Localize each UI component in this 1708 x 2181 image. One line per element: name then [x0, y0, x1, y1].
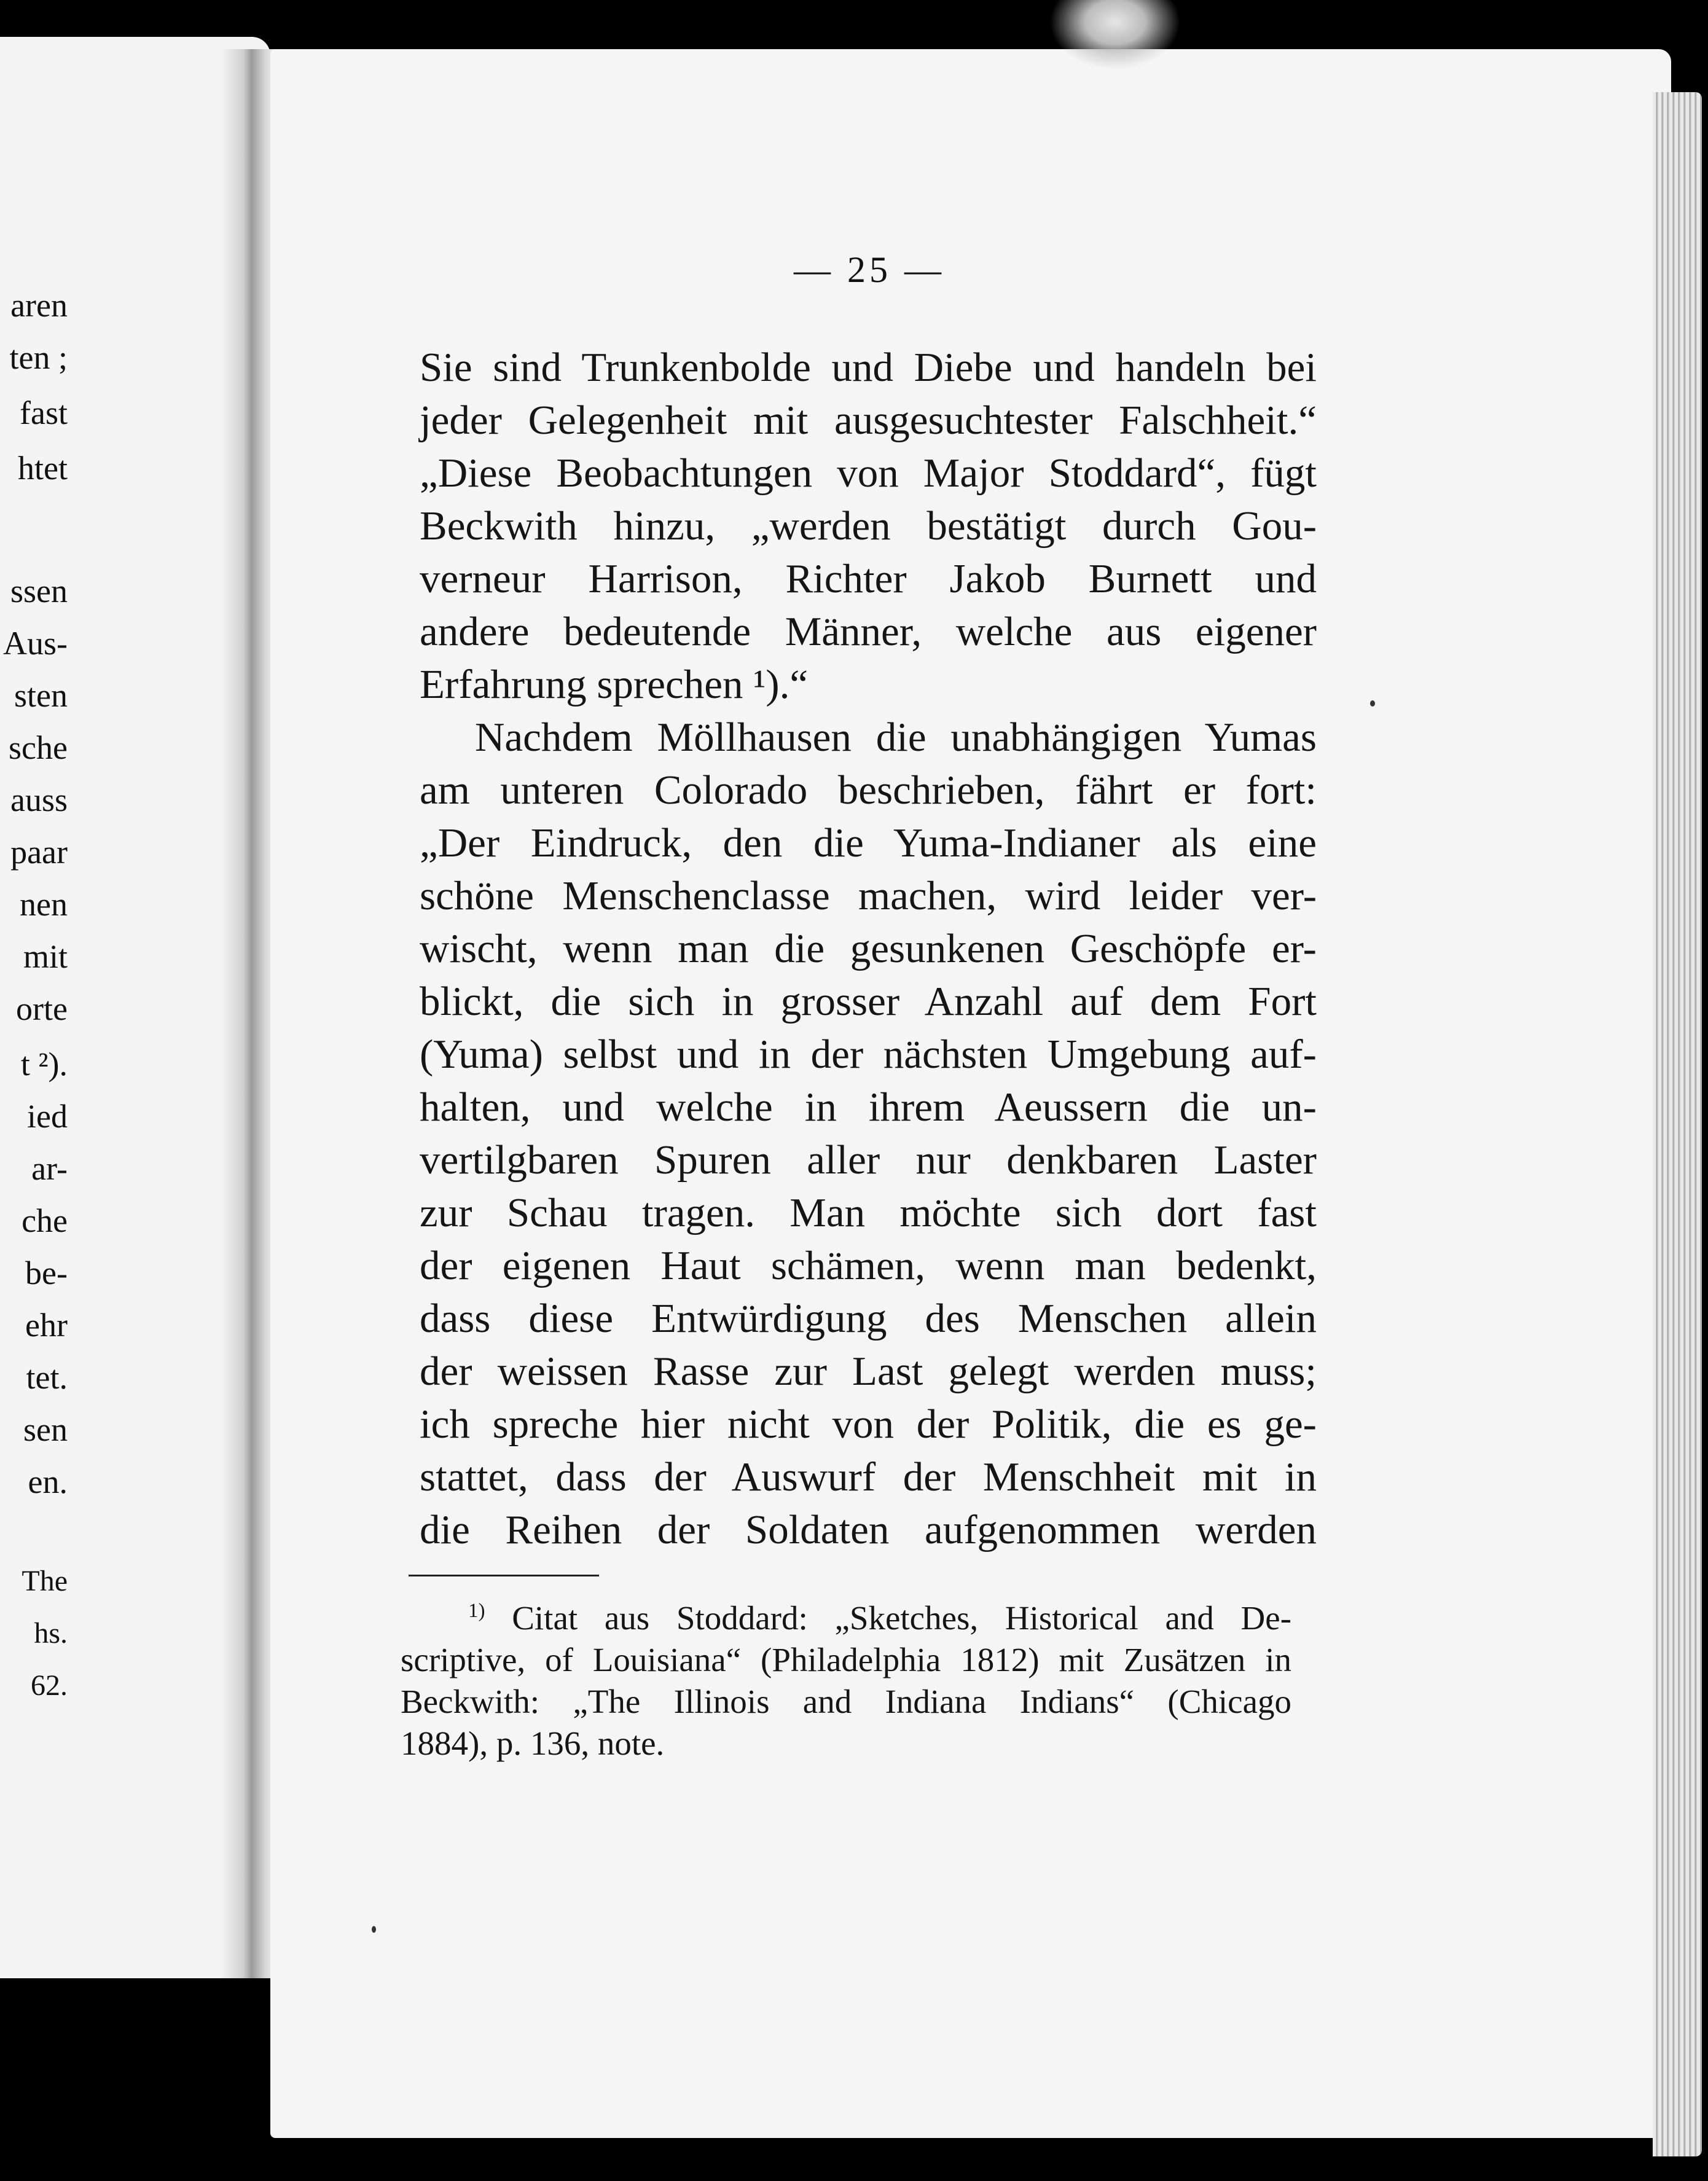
- left-page-line-fragment: sche: [9, 729, 68, 766]
- torn-paper-fragment: [1044, 0, 1186, 74]
- footnote-line-text: Citat aus Stoddard: „Sketches, Historical and De-: [512, 1599, 1292, 1637]
- body-line: zur Schau tragen. Man möchte sich dort fast: [420, 1190, 1317, 1235]
- left-page-line-fragment: ied: [27, 1098, 68, 1135]
- body-line: Sie sind Trunkenbolde und Diebe und handeln bei: [420, 345, 1317, 390]
- footnote: [401, 1597, 1291, 1764]
- speck: [372, 1926, 376, 1933]
- body-line: andere bedeutende Männer, welche aus eigener: [420, 609, 1317, 654]
- left-page-line-fragment: ehr: [25, 1307, 68, 1344]
- body-line: jeder Gelegenheit mit ausgesuchtester Falschheit.“: [420, 397, 1317, 443]
- body-line: (Yuma) selbst und in der nächsten Umgebung auf-: [420, 1032, 1317, 1077]
- left-page-line-fragment: mit: [23, 938, 68, 975]
- left-page-line-fragment: sten: [14, 677, 68, 714]
- body-line: die Reihen der Soldaten aufgenommen werden: [420, 1507, 1317, 1553]
- left-page-line-fragment: paar: [10, 834, 68, 871]
- footnote-marker: 1): [468, 1600, 485, 1623]
- left-page-line-fragment: en.: [28, 1463, 68, 1500]
- footnote-line: scriptive, of Louisiana“ (Philadelphia 1812) mit Zusätzen in: [401, 1641, 1291, 1678]
- left-page-line-fragment: t ²).: [20, 1046, 68, 1083]
- body-line: vertilgbaren Spuren aller nur denkbaren Laster: [420, 1137, 1317, 1183]
- footnote-line: 1884), p. 136, note.: [401, 1725, 665, 1762]
- left-page-line-fragment: orte: [16, 990, 68, 1027]
- left-page-line-fragment: hs.: [34, 1617, 68, 1650]
- footnote-rule: [409, 1575, 599, 1576]
- left-page-line-fragment: auss: [10, 781, 68, 818]
- body-line: schöne Menschenclasse machen, wird leider ver-: [420, 873, 1317, 918]
- body-line: wischt, wenn man die gesunkenen Geschöpfe er-: [420, 926, 1317, 971]
- body-line: der eigenen Haut schämen, wenn man bedenkt,: [420, 1243, 1317, 1288]
- body-line: der weissen Rasse zur Last gelegt werden muss;: [420, 1349, 1317, 1394]
- left-page-line-fragment: ssen: [10, 573, 68, 609]
- body-line: Nachdem Möllhausen die unabhängigen Yumas: [475, 715, 1317, 760]
- body-line: verneur Harrison, Richter Jakob Burnett und: [420, 556, 1317, 601]
- footnote-line: [401, 1597, 1291, 1639]
- body-line: dass diese Entwürdigung des Menschen allein: [420, 1296, 1317, 1341]
- body-line: stattet, dass der Auswurf der Menschheit mit in: [420, 1454, 1317, 1500]
- body-line: Erfahrung sprechen ¹).“: [420, 662, 809, 707]
- footnote-line: Beckwith: „The Illinois and Indiana Indians“ (Chicago: [401, 1683, 1291, 1720]
- body-line: am unteren Colorado beschrieben, fährt er fort:: [420, 767, 1317, 813]
- left-page-line-fragment: nen: [20, 886, 68, 923]
- body-line: ich spreche hier nicht von der Politik, die es ge-: [420, 1401, 1317, 1447]
- book-gutter: [221, 49, 276, 1978]
- left-page-line-fragment: ar-: [31, 1150, 68, 1187]
- left-page-line-fragment: ten ;: [9, 339, 68, 376]
- previous-page-text-fragments: [0, 37, 74, 1978]
- body-line: halten, und welche in ihrem Aeussern die un-: [420, 1084, 1317, 1130]
- left-page-line-fragment: htet: [18, 450, 68, 487]
- body-line: „Der Eindruck, den die Yuma-Indianer als eine: [420, 820, 1317, 866]
- left-page-line-fragment: che: [22, 1202, 68, 1239]
- left-page-line-fragment: aren: [10, 287, 68, 324]
- left-page-line-fragment: Aus-: [3, 625, 68, 662]
- page-number: — 25 —: [794, 249, 945, 290]
- speck: [1370, 700, 1375, 707]
- body-line: „Diese Beobachtungen von Major Stoddard“, fügt: [420, 450, 1317, 496]
- left-page-line-fragment: be-: [25, 1255, 68, 1291]
- body-line: blickt, die sich in grosser Anzahl auf dem Fort: [420, 979, 1317, 1024]
- body-line: Beckwith hinzu, „werden bestätigt durch Gou-: [420, 503, 1317, 549]
- page-edges: [1653, 92, 1702, 2156]
- left-page-line-fragment: The: [22, 1565, 68, 1597]
- left-page-line-fragment: 62.: [31, 1669, 68, 1702]
- body-text: [420, 341, 1317, 1556]
- left-page-line-fragment: fast: [20, 394, 68, 431]
- left-page-line-fragment: sen: [23, 1411, 68, 1448]
- left-page-line-fragment: tet.: [26, 1359, 68, 1396]
